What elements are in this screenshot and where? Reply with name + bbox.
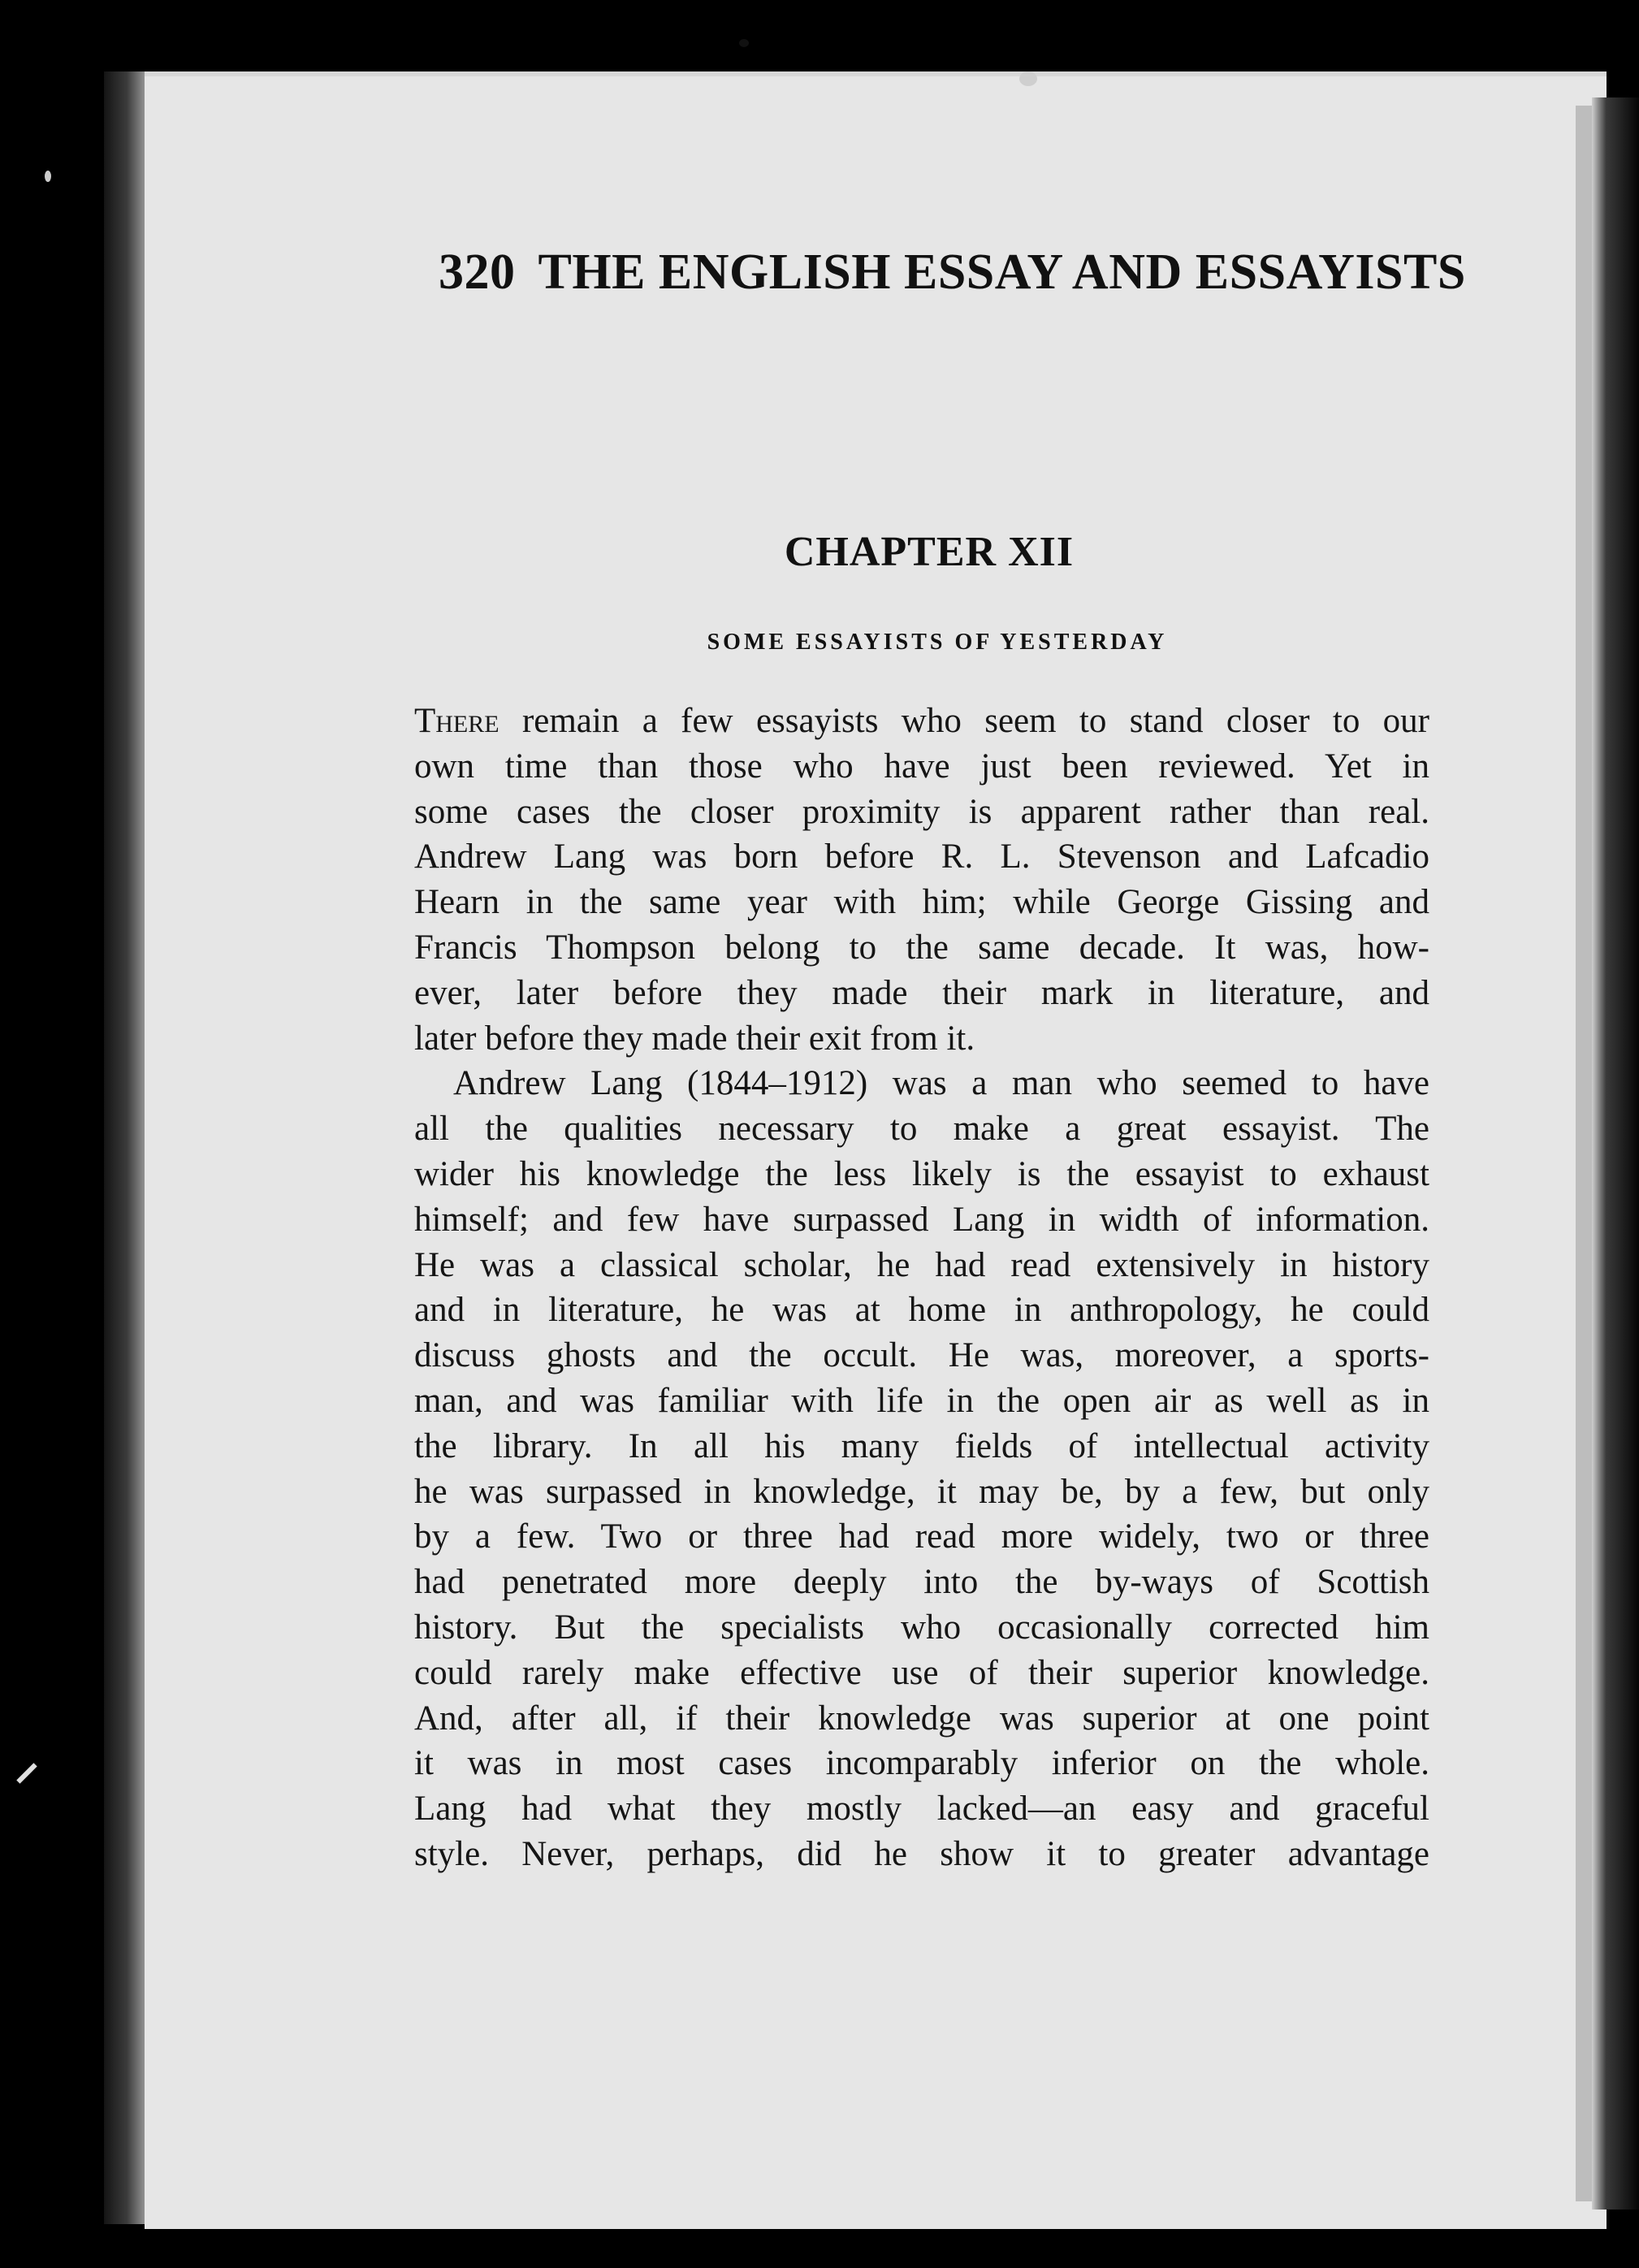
paragraph-line: discuss ghosts and the occult. He was, moreover, a sports- [414,1336,1429,1375]
paragraph-line: own time than those who have just been reviewed. Yet in [414,747,1429,786]
paragraph-line: he was surpassed in knowledge, it may be, by a few, but only [414,1472,1429,1511]
paragraph-line: style. Never, perhaps, did he show it to greater advantage [414,1834,1429,1873]
paragraph-line: it was in most cases incomparably inferior on the whole. [414,1744,1429,1783]
paragraph-line: some cases the closer proximity is apparent rather than real. [414,792,1429,831]
paragraph-line: ever, later before they made their mark in literature, and [414,973,1429,1012]
paragraph-line: later before they made their exit from it. [414,1019,975,1058]
paragraph-line: And, after all, if their knowledge was superior at one point [414,1699,1429,1738]
book-title: THE ENGLISH ESSAY AND ESSAYISTS [538,245,1466,300]
page-edge-strip [1576,106,1594,2201]
paragraph-line: the library. In all his many fields of intellectual activity [414,1426,1429,1465]
paragraph-line: Hearn in the same year with him; while George Gissing and [414,883,1429,922]
scan-speck [739,39,749,47]
page-number: 320 [439,245,516,300]
paragraph-line: himself; and few have surpassed Lang in width of information. [414,1200,1429,1239]
paragraph-line: all the qualities necessary to make a great essayist. The [414,1110,1429,1149]
paragraph-line: man, and was familiar with life in the open air as well as in [414,1381,1429,1420]
right-page-edge [1592,97,1639,2210]
paragraph-line: history. But the specialists who occasionally corrected him [414,1608,1429,1647]
paragraph-line: wider his knowledge the less likely is the essayist to exhaust [414,1154,1429,1193]
paragraph-line: Francis Thompson belong to the same decade. It was, how- [414,928,1429,967]
book-gutter [104,71,146,2224]
scan-speck [1019,71,1037,86]
lead-word: There [414,702,499,740]
paragraph-line: Andrew Lang (1844–1912) was a man who seemed to have [453,1064,1429,1103]
chapter-title: CHAPTER XII [784,529,1075,575]
paragraph-line: had penetrated more deeply into the by-ways of Scottish [414,1563,1429,1602]
body-text [414,699,1429,1877]
paragraph-line: and in literature, he was at home in anthropology, he could [414,1291,1429,1330]
paragraph-line: Lang had what they mostly lacked—an easy and graceful [414,1790,1429,1829]
paragraph-line: Andrew Lang was born before R. L. Stevenson and Lafcadio [414,838,1429,876]
scan-speck [45,171,51,182]
scan-mark [16,1763,37,1783]
paragraph-line: by a few. Two or three had read more widely, two or three [414,1517,1429,1556]
paragraph-line: There remain a few essayists who seem to stand closer to our [414,702,1429,740]
chapter-subtitle: SOME ESSAYISTS OF YESTERDAY [707,630,1168,655]
running-head [439,244,1466,301]
paragraph-line: He was a classical scholar, he had read extensively in history [414,1245,1429,1284]
paragraph-line: could rarely make effective use of their superior knowledge. [414,1653,1429,1692]
